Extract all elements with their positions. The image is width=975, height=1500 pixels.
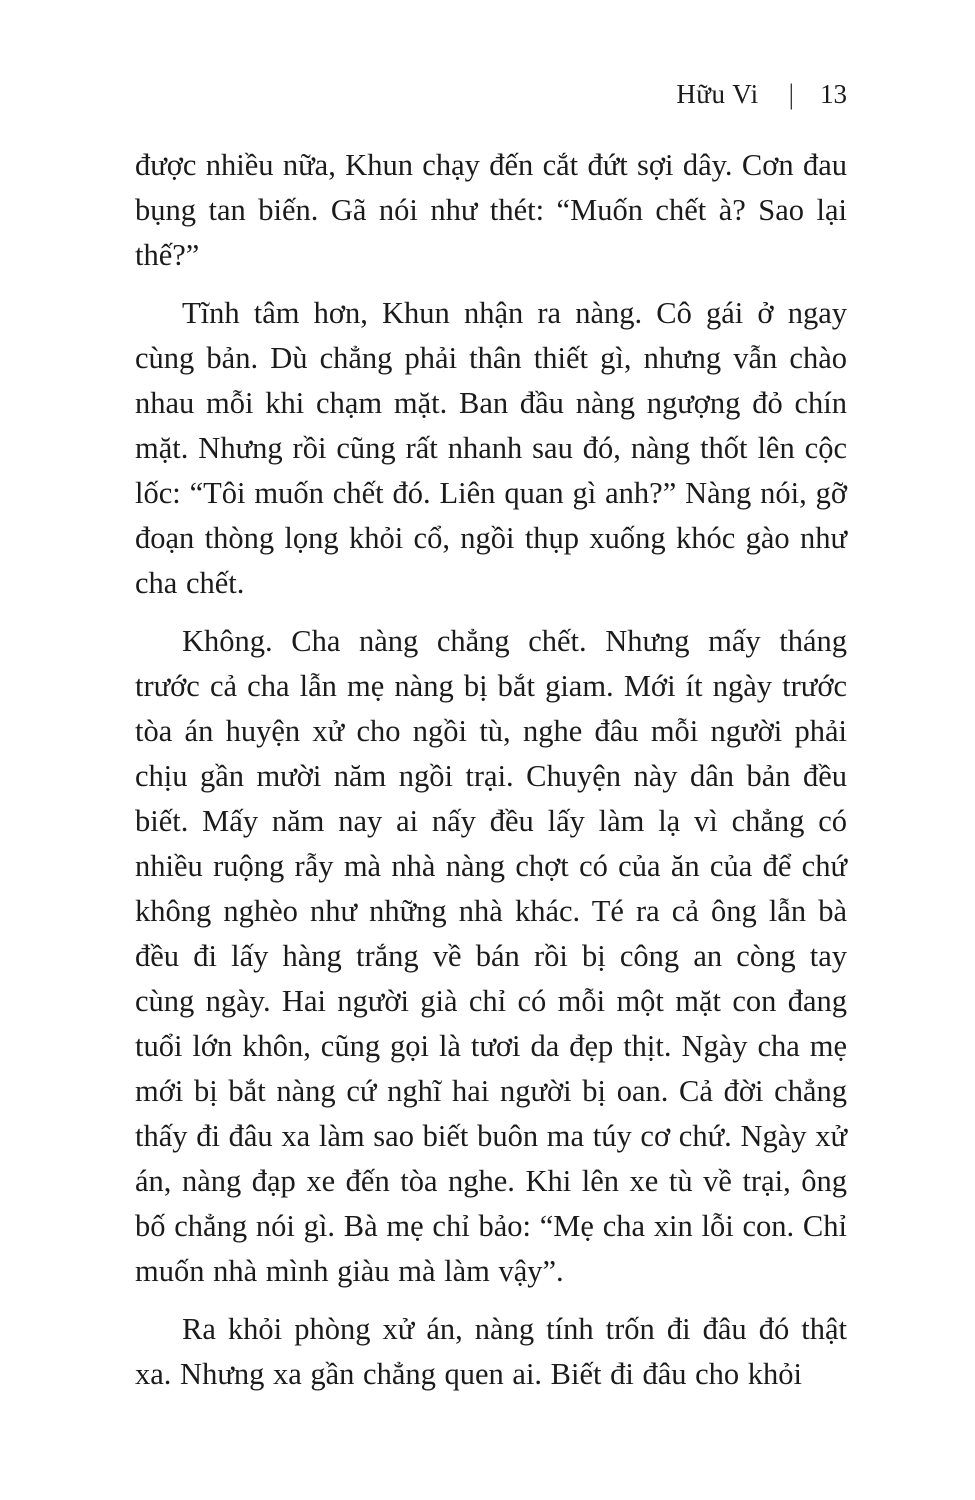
body-paragraph: được nhiều nữa, Khun chạy đến cắt đứt sợi dây. Cơn đau bụng tan biến. Gã nói như thét: “Muốn chết à? Sao lại thế?”	[135, 148, 847, 272]
page-header	[135, 78, 847, 110]
page-number: 13	[820, 79, 847, 109]
body-paragraph: Ra khỏi phòng xử án, nàng tính trốn đi đâu đó thật xa. Nhưng xa gần chẳng quen ai. Biết đi đâu cho khỏi	[135, 1312, 847, 1391]
page-body	[135, 143, 847, 1410]
body-paragraph: Không. Cha nàng chẳng chết. Nhưng mấy tháng trước cả cha lẫn mẹ nàng bị bắt giam. Mới ít ngày trước tòa án huyện xử cho ngồi tù, nghe đâu mỗi người phải chịu gần mười năm ngồi trại. Chuyện này dân bản đều biết. Mấy năm nay ai nấy đều lấy làm lạ vì chẳng có nhiều ruộng rẫy mà nhà nàng chợt có của ăn của để chứ không nghèo như những nhà khác. Té ra cả ông lẫn bà đều đi lấy hàng trắng về bán rồi bị công an còng tay cùng ngày. Hai người già chỉ có mỗi một mặt con đang tuổi lớn khôn, cũng gọi là tươi da đẹp thịt. Ngày cha mẹ mới bị bắt nàng cứ nghĩ hai người bị oan. Cả đời chẳng thấy đi đâu xa làm sao biết buôn ma túy cơ chứ. Ngày xử án, nàng đạp xe đến tòa nghe. Khi lên xe tù về trại, ông bố chẳng nói gì. Bà mẹ chỉ bảo: “Mẹ cha xin lỗi con. Chỉ muốn nhà mình giàu mà làm vậy”.	[135, 624, 847, 1288]
running-title: Hữu Vi	[676, 79, 759, 109]
header-separator: |	[788, 78, 794, 110]
body-paragraph: Tĩnh tâm hơn, Khun nhận ra nàng. Cô gái ở ngay cùng bản. Dù chẳng phải thân thiết gì, nhưng vẫn chào nhau mỗi khi chạm mặt. Ban đầu nàng ngượng đỏ chín mặt. Nhưng rồi cũng rất nhanh sau đó, nàng thốt lên cộc lốc: “Tôi muốn chết đó. Liên quan gì anh?” Nàng nói, gỡ đoạn thòng lọng khỏi cổ, ngồi thụp xuống khóc gào như cha chết.	[135, 296, 847, 600]
